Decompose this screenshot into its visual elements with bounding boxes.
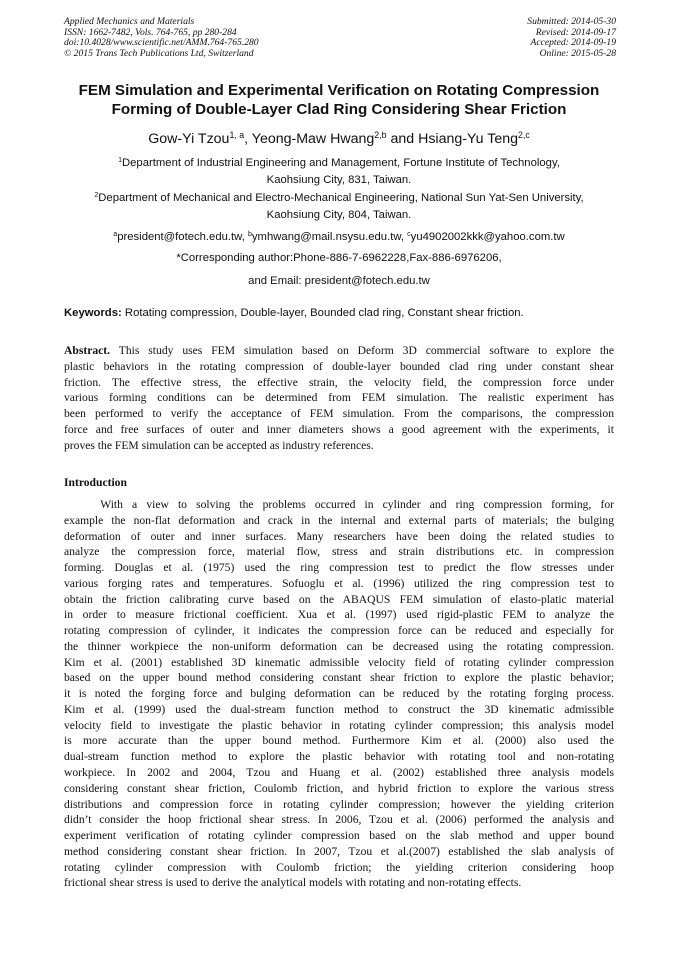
paragraph-line: plastic behaviors in the rotating compression of double-layer bounded clad ring under constant shear	[64, 359, 614, 373]
email-marker: b	[248, 231, 252, 239]
keywords	[64, 307, 524, 319]
paragraph-line: forming. Douglas et al. (1975) used the ring compression test to predict the flow stresses under	[64, 561, 614, 575]
copyright-line: © 2015 Trans Tech Publications Ltd, Switzerland	[64, 47, 254, 59]
journal-name: Applied Mechanics and Materials	[64, 16, 195, 27]
email-marker: a	[113, 231, 118, 239]
abstract	[64, 343, 614, 454]
paragraph-line: based on the upper bound method considering constant shear friction to explore the plastic behavior;	[64, 671, 614, 685]
online-date: Online: 2015-05-28	[539, 47, 616, 59]
author-separator: and	[386, 131, 419, 147]
email-link: president@fotech.edu.tw,	[117, 231, 248, 243]
author-emails	[30, 229, 648, 246]
paragraph-line: rotating cylinder compression with Coulomb friction; the yielding criterion considering hoop	[64, 860, 614, 874]
affil-text: Kaohsiung City, 804, Taiwan.	[266, 208, 412, 221]
paragraph-line: been performed to verify the acceptance of FEM simulation. From the comparisons, the compression	[64, 407, 614, 421]
paragraph-line: various forging rates and temperatures. Sofuoglu et al. (1996) utilized the ring compression test to	[64, 576, 614, 590]
paragraph-line: method considering constant shear friction. In 2007, Tzou et al.(2007) established the slab analysis of	[64, 844, 614, 858]
paragraph-line: friction. The effective stress, the effective strain, the velocity field, the compression force under	[64, 375, 614, 389]
affil-text: Department of Industrial Engineering and Management, Fortune Institute of Technology,	[121, 157, 560, 169]
paragraph-line: example the non-flat deformation and crack in the internal and external parts of materials; the bulging	[64, 513, 614, 527]
email-link: ymhwang@mail.nsysu.edu.tw,	[251, 231, 408, 243]
revised-date: Revised: 2014-09-17	[535, 26, 616, 38]
paragraph-line: proves the FEM simulation can be accepted as industry references.	[64, 438, 374, 452]
affil-marker: 1	[118, 157, 122, 165]
affil-marker: 2	[94, 192, 99, 200]
paragraph-line: With a view to solving the problems occurred in cylinder and ring compression forming, for	[64, 498, 614, 511]
paragraph-line: rotating compression of cylinder, it indicates the compression force can be reduced and especially for	[64, 624, 614, 638]
author-separator: ,	[244, 131, 252, 147]
section-heading: Introduction	[64, 476, 127, 489]
abstract-line	[64, 343, 614, 359]
paragraph-line: obtain the friction calibrating curve based on the ABAQUS FEM simulation of elasto-platic material	[64, 592, 614, 606]
affiliation-1	[30, 155, 648, 188]
accepted-date: Accepted: 2014-09-19	[530, 37, 616, 49]
doi-line: doi:10.4028/www.scientific.net/AMM.764-765.280	[64, 37, 259, 49]
journal-info	[64, 17, 259, 59]
paragraph-line: deformation of outer and inner surfaces. Many researchers have been doing the related studies to	[64, 529, 614, 543]
paragraph-line: Kim et al. (2001) established 3D kinematic admissible velocity field of rotating cylinder compression	[64, 655, 614, 669]
issn-line: ISSN: 1662-7482, Vols. 764-765, pp 280-284	[64, 26, 237, 38]
abstract-text: This study uses FEM simulation based on Deform 3D commercial software to explore the	[110, 344, 614, 357]
paragraph-line: experiment verification of rotating cylinder compression based on the slab method and upper bound	[64, 829, 614, 843]
paragraph-line: analyze the compression force, material flow, stress and strain distributions etc. in compression	[64, 545, 614, 559]
paragraph-line: workpiece. In 2002 and 2004, Tzou and Huang et al. (2002) established three analysis models	[64, 766, 614, 780]
affil-text: Kaohsiung City, 831, Taiwan.	[266, 173, 412, 186]
paragraph-line: dual-stream function method to explore the plastic behavior with rotating tool and non-rotating	[64, 750, 614, 764]
paragraph-line: Kim et al. (1999) used the dual-stream function method to construct the 3D kinematic admissible	[64, 702, 614, 716]
keywords-label: Keywords:	[64, 307, 122, 319]
corresponding-author: *Corresponding author:Phone-886-7-6962228,Fax-886-6976206,	[176, 252, 502, 264]
paper-title	[40, 81, 638, 119]
submission-dates	[527, 17, 616, 59]
paragraph-line: force and free surfaces of outer and inner diameters shows a good agreement with the experiments, it	[64, 422, 614, 436]
email-marker: c	[407, 231, 411, 239]
corresponding-email: and Email: president@fotech.edu.tw	[248, 275, 430, 287]
author-affil-marker: 1, a	[229, 130, 245, 141]
paragraph-line: various forming conditions can be determined from FEM simulation. The realistic experiment has	[64, 391, 614, 405]
paragraph-line: didn’t consider the hoop frictional shear stress. In 2006, Tzou et al. (2006) performed the analysis and	[64, 813, 614, 827]
affiliation-2	[30, 190, 648, 223]
paragraph-line: velocity field to investigate the plastic behavior in rotating cylinder compression; this analysis model	[64, 718, 614, 732]
paragraph-line: considering constant shear friction, Coulomb friction, and hybrid friction to explore the various stress	[64, 781, 614, 795]
author-name: Hsiang-Yu Teng	[418, 131, 518, 147]
paragraph-line: it is noted the forging force and bulging deformation can be reduced by the rotating forging process.	[64, 687, 614, 701]
paragraph-line: in order to measure frictional coefficient. Xua et al. (1997) used rigid-plastic FEM to analyze the	[64, 608, 614, 622]
author-name: Yeong-Maw Hwang	[251, 131, 375, 147]
keywords-text: Rotating compression, Double-layer, Bounded clad ring, Constant shear friction.	[121, 307, 524, 319]
paragraph-line: distributions and compression force in rotating cylinder compression; however the yielding criterion	[64, 797, 614, 811]
abstract-label: Abstract.	[64, 344, 111, 357]
author-affil-marker: 2,c	[518, 130, 530, 141]
paragraph-line: frictional shear stress is used to derive the analytical models with rotating and non-rotating effects.	[64, 876, 522, 890]
introduction-body	[64, 497, 614, 891]
affil-text: Department of Mechanical and Electro-Mechanical Engineering, National Sun Yat-Sen University,	[98, 192, 584, 204]
title-line: FEM Simulation and Experimental Verification on Rotating Compression	[78, 82, 600, 99]
paragraph-line: the thinner workpiece the non-uniform deformation can be decreased using the rotating compression.	[64, 639, 614, 653]
paragraph-line: is more accurate than the upper bound method. Furthermore Kim et al. (2000) also used the	[64, 734, 614, 748]
submitted-date: Submitted: 2014-05-30	[527, 16, 616, 27]
email-link: yu4902002kkk@yahoo.com.tw	[410, 231, 565, 243]
author-name: Gow-Yi Tzou	[148, 131, 230, 147]
title-line: Forming of Double-Layer Clad Ring Considering Shear Friction	[111, 101, 567, 118]
author-affil-marker: 2,b	[374, 130, 387, 141]
author-list	[0, 130, 678, 148]
